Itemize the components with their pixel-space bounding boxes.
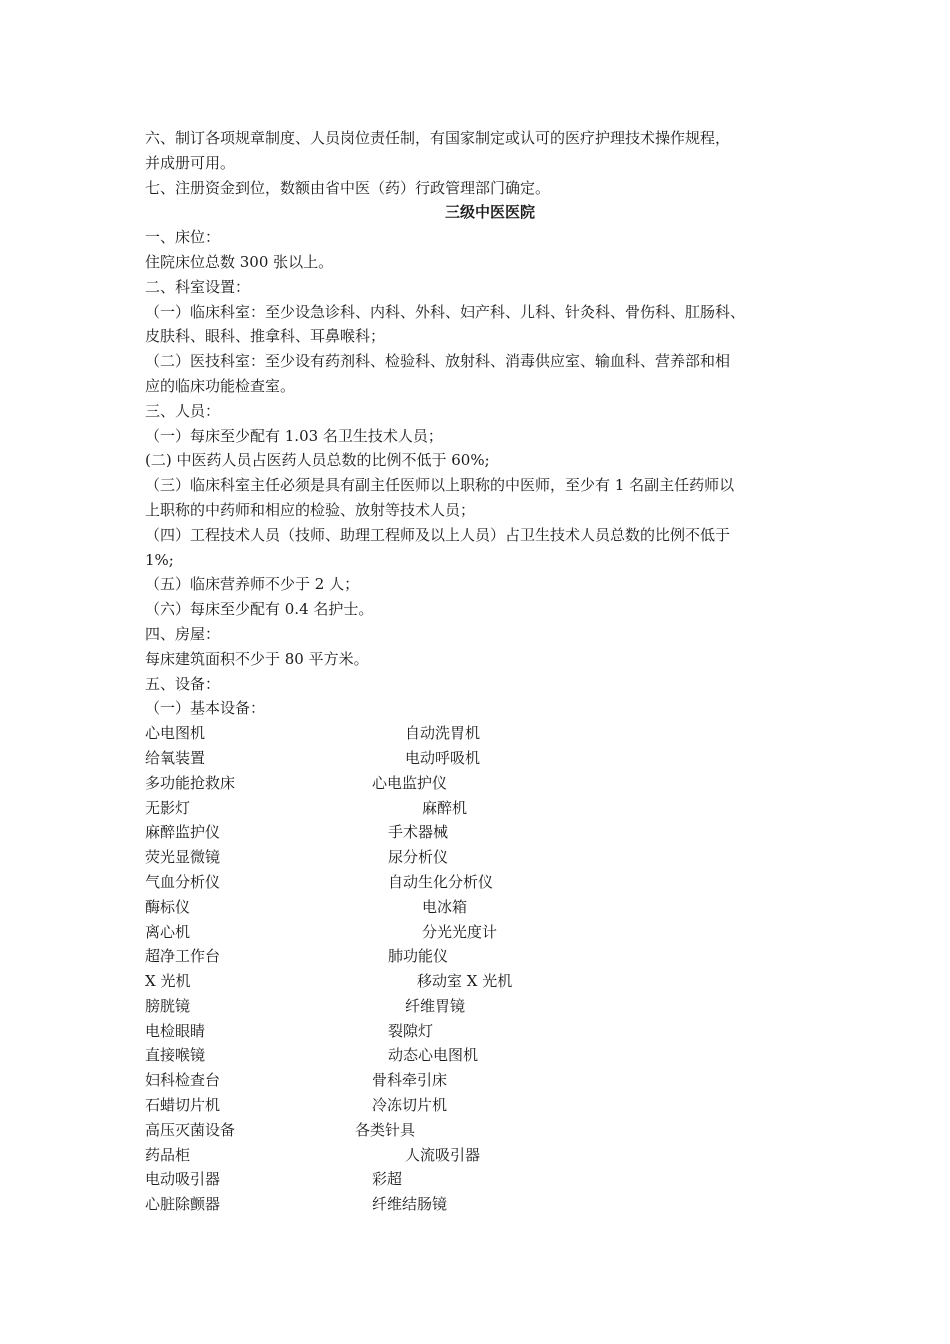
equipment-item: 分光光度计: [422, 922, 498, 941]
equipment-item: 自动生化分析仪: [388, 872, 494, 891]
body-line: （六）每床至少配有 0.4 名护士。: [145, 600, 374, 619]
body-line: 1%;: [145, 550, 174, 569]
equipment-item: 心电监护仪: [372, 773, 448, 792]
equipment-item: 妇科检查台: [145, 1071, 221, 1090]
equipment-item: 纤维结肠镜: [372, 1195, 448, 1214]
equipment-row: [145, 1019, 815, 1044]
body-line: 皮肤科、眼科、推拿科、耳鼻喉科；: [145, 327, 386, 346]
equipment-item: 彩超: [372, 1170, 403, 1189]
body-line: 四、房屋：: [145, 624, 221, 643]
intro-line: 七、注册资金到位，数额由省中医（药）行政管理部门确定。: [145, 178, 551, 197]
body-line: （一）每床至少配有 1.03 名卫生技术人员；: [145, 426, 443, 445]
equipment-list: [145, 721, 815, 1217]
equipment-item: 离心机: [145, 922, 191, 941]
equipment-item: 给氧装置: [145, 748, 206, 767]
equipment-item: 直接喉镜: [145, 1046, 206, 1065]
equipment-row: [145, 1043, 815, 1068]
body-line: 住院床位总数 300 张以上。: [145, 252, 334, 271]
equipment-row: [145, 1118, 815, 1143]
equipment-row: [145, 1167, 815, 1192]
equipment-item: 麻醉机: [422, 798, 468, 817]
equipment-item: 电动吸引器: [145, 1170, 221, 1189]
equipment-row: [145, 944, 815, 969]
body-line: 三、人员：: [145, 401, 221, 420]
equipment-row: [145, 870, 815, 895]
equipment-row: [145, 1068, 815, 1093]
body-line: （三）临床科室主任必须是具有副主任医师以上职称的中医师，至少有 1 名副主任药师以: [145, 476, 735, 495]
equipment-row: [145, 920, 815, 945]
body-line: 二、科室设置：: [145, 277, 251, 296]
body-line: 上职称的中药师和相应的检验、放射等技术人员；: [145, 500, 476, 519]
body-line: （五）临床营养师不少于 2 人；: [145, 575, 360, 594]
equipment-row: [145, 721, 815, 746]
equipment-item: X 光机: [145, 972, 191, 991]
equipment-item: 电检眼睛: [145, 1021, 206, 1040]
equipment-row: [145, 796, 815, 821]
equipment-row: [145, 1093, 815, 1118]
equipment-row: [145, 845, 815, 870]
equipment-item: 动态心电图机: [388, 1046, 479, 1065]
equipment-item: 裂隙灯: [388, 1021, 434, 1040]
body-line: 每床建筑面积不少于 80 平方米。: [145, 649, 369, 668]
equipment-item: 纤维胃镜: [405, 996, 466, 1015]
intro-line: 六、制订各项规章制度、人员岗位责任制，有国家制定或认可的医疗护理技术操作规程，: [145, 129, 731, 147]
section-title: 三级中医医院: [444, 203, 535, 222]
equipment-item: 冷冻切片机: [372, 1096, 448, 1115]
body-line: （二）医技科室：至少设有药剂科、检验科、放射科、消毒供应室、输血科、营养部和相: [145, 352, 731, 371]
equipment-item: 自动洗胃机: [405, 724, 481, 743]
equipment-row: [145, 969, 815, 994]
body-line: （四）工程技术人员（技师、助理工程师及以上人员）占卫生技术人员总数的比例不低于: [145, 525, 731, 544]
equipment-item: 骨科牵引床: [372, 1071, 448, 1090]
equipment-item: 高压灭菌设备: [145, 1120, 236, 1139]
equipment-item: 酶标仪: [145, 897, 191, 916]
body-line: 一、床位：: [145, 228, 221, 247]
body-line: 应的临床功能检查室。: [145, 376, 296, 395]
equipment-item: 气血分析仪: [145, 872, 221, 891]
equipment-item: 膀胱镜: [145, 996, 191, 1015]
body-line: （一）基本设备：: [145, 699, 266, 718]
body-line: （一）临床科室：至少设急诊科、内科、外科、妇产科、儿科、针灸科、骨伤科、肛肠科、: [145, 302, 746, 321]
equipment-row: [145, 746, 815, 771]
equipment-item: 电动呼吸机: [405, 748, 481, 767]
equipment-item: 人流吸引器: [405, 1145, 481, 1164]
equipment-item: 电冰箱: [422, 897, 468, 916]
equipment-row: [145, 994, 815, 1019]
equipment-item: 心电图机: [145, 724, 206, 743]
equipment-row: [145, 771, 815, 796]
equipment-row: [145, 895, 815, 920]
equipment-row: [145, 820, 815, 845]
body-line: (二) 中医药人员占医药人员总数的比例不低于 60%;: [145, 451, 490, 470]
equipment-row: [145, 1143, 815, 1168]
document-page: [145, 126, 815, 1217]
equipment-row: [145, 1192, 815, 1217]
intro-line: 并成册可用。: [145, 153, 236, 172]
equipment-item: 石蜡切片机: [145, 1096, 221, 1115]
equipment-item: 超净工作台: [145, 947, 221, 966]
equipment-item: 尿分析仪: [388, 848, 449, 867]
equipment-item: 药品柜: [145, 1145, 191, 1164]
equipment-item: 手术器械: [388, 823, 449, 842]
equipment-item: 荧光显微镜: [145, 848, 221, 867]
body-line: 五、设备：: [145, 674, 221, 693]
equipment-item: 各类针具: [355, 1120, 416, 1139]
equipment-item: 移动室 X 光机: [417, 972, 513, 991]
equipment-item: 多功能抢救床: [145, 773, 236, 792]
equipment-item: 无影灯: [145, 798, 191, 817]
equipment-item: 麻醉监护仪: [145, 823, 221, 842]
equipment-item: 肺功能仪: [388, 947, 449, 966]
equipment-item: 心脏除颤器: [145, 1195, 221, 1214]
